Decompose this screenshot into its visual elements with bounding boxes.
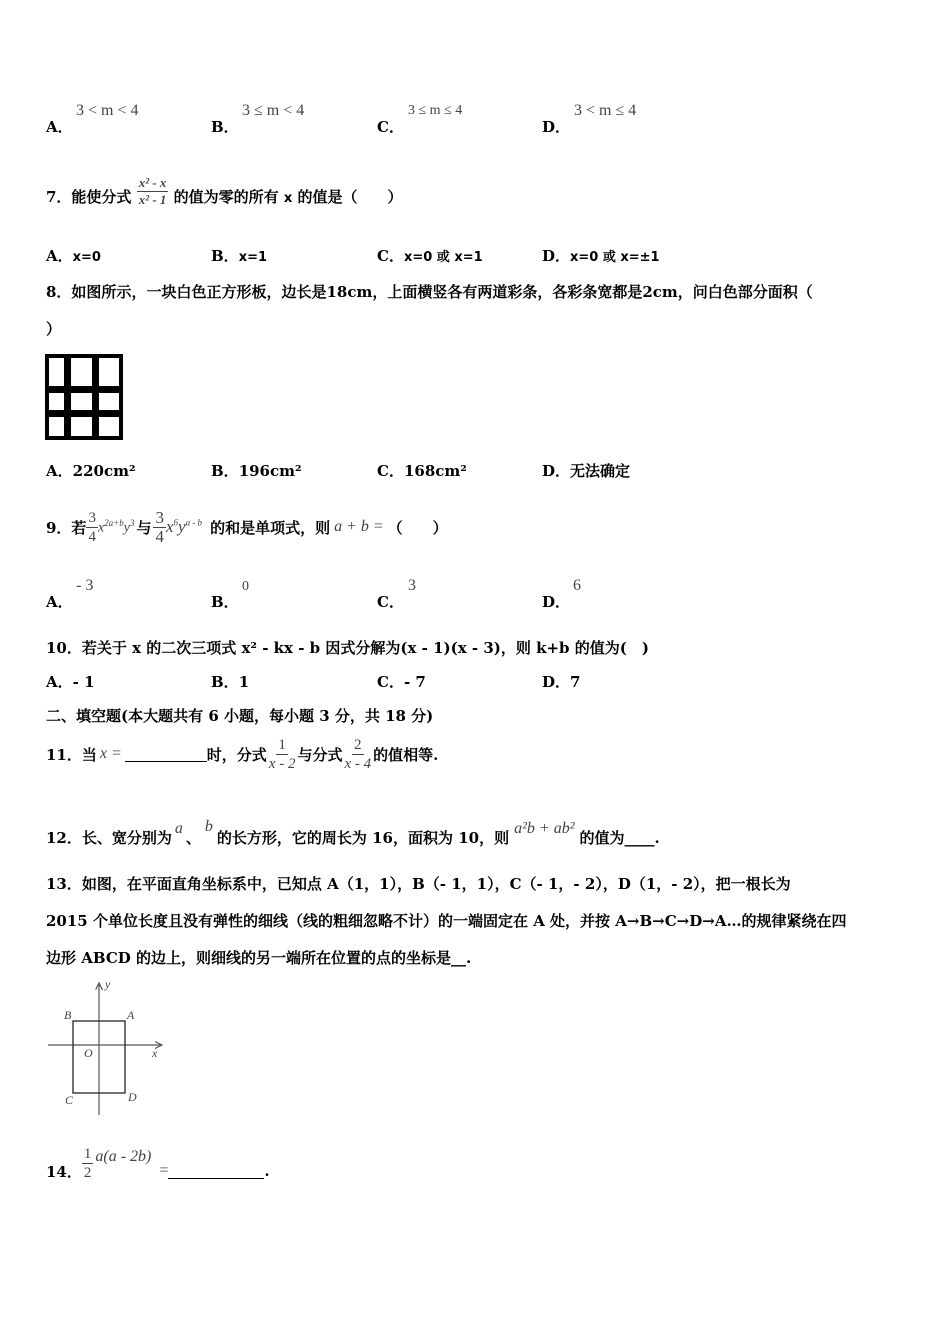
q11-fraction-2 bbox=[342, 736, 373, 773]
q12-stem bbox=[46, 818, 660, 848]
q7-tail: 的值为零的所有 bbox=[173, 188, 279, 206]
q14-f-den: 2 bbox=[83, 1164, 92, 1181]
q9-term1-coef-den: 4 bbox=[88, 528, 96, 545]
q9-option-d-label: D． bbox=[542, 593, 571, 611]
q11-prefix: 11．当 bbox=[46, 745, 97, 764]
q7-option-c-text: x=0 或 x=1 bbox=[403, 250, 483, 265]
q9-term2-var: x bbox=[165, 517, 174, 536]
q8-option-b-label: B． bbox=[211, 462, 239, 480]
q8-board-figure bbox=[45, 354, 123, 440]
q7-option-a-label: A． bbox=[46, 247, 73, 265]
q10-option-a-label: A． bbox=[46, 673, 73, 691]
q9-prefix: 9．若 bbox=[46, 518, 87, 537]
q8-option-a-label: A． bbox=[46, 462, 73, 480]
label-y: y bbox=[105, 977, 111, 991]
label-o: O bbox=[84, 1046, 93, 1060]
q12-mid: 的长方形，它的周长为 16，面积为 10，则 bbox=[216, 829, 510, 847]
q9-option-a-label: A． bbox=[46, 593, 73, 611]
q9-term1-exp: 2a+b bbox=[104, 517, 124, 528]
q6-option-c-expr: 3 ≤ m ≤ 4 bbox=[408, 103, 463, 118]
q9-term2-exp2: a - b bbox=[185, 517, 203, 528]
q10-option-b-label: B． bbox=[211, 673, 239, 691]
q9-expr: a + b = bbox=[334, 518, 384, 535]
q11-f1-num: 1 bbox=[278, 736, 286, 753]
q7-tail2: 的值是（ ） bbox=[297, 188, 403, 206]
q11-mid2: 与分式 bbox=[297, 745, 343, 764]
q10-option-a-text: - 1 bbox=[72, 673, 95, 691]
q7-fraction bbox=[137, 175, 169, 208]
label-d: D bbox=[128, 1090, 137, 1104]
vertical-strip-1 bbox=[64, 356, 71, 438]
q9-tail: 的和是单项式，则 bbox=[210, 518, 331, 537]
q9-term2 bbox=[166, 517, 202, 537]
q9-option-b-label: B． bbox=[211, 593, 239, 611]
q9-term2-exp: 6 bbox=[173, 517, 179, 528]
section-2-heading: 二、填空题(本大题共有 6 小题，每小题 3 分，共 18 分) bbox=[46, 707, 434, 725]
q10-option-c-label: C． bbox=[377, 673, 404, 691]
q8-stem-line2: ） bbox=[46, 320, 62, 338]
q9-term1-var: x bbox=[97, 520, 105, 536]
q14-stem bbox=[46, 1140, 270, 1186]
q8-option-c-label: C． bbox=[377, 462, 404, 480]
q10-stem: 10．若关于 x 的二次三项式 x² - kx - b 因式分解为(x - 1)(x - 3)，则 k+b 的值为( ) bbox=[46, 639, 649, 657]
q6-option-d-expr: 3 < m ≤ 4 bbox=[574, 102, 637, 119]
q7-option-a-text: x=0 bbox=[72, 250, 101, 265]
q7-stem bbox=[46, 174, 403, 208]
q10-option-d-text: 7 bbox=[570, 673, 581, 691]
q11-expr: x = bbox=[99, 745, 122, 762]
label-a: A bbox=[127, 1008, 135, 1022]
q13-coordinate-figure bbox=[44, 975, 174, 1117]
q8-option-d-text: 无法确定 bbox=[570, 462, 631, 480]
q6-option-d-label: D． bbox=[542, 118, 571, 136]
q9-term1-exp2: 3 bbox=[129, 517, 135, 528]
q8-stem-line1: 8．如图所示，一块白色正方形板，边长是18cm，上面横竖各有两道彩条，各彩条宽都是2cm，问白色部分面积（ bbox=[46, 283, 813, 301]
q9-term1-coef bbox=[86, 509, 98, 546]
q13-line1: 13．如图，在平面直角坐标系中，已知点 A（1，1），B（- 1，1），C（- 1，- 2），D（1，- 2），把一根长为 bbox=[46, 875, 791, 893]
q14-expr: a(a - 2b) bbox=[95, 1148, 152, 1165]
q7-option-b-text: x=1 bbox=[238, 250, 268, 265]
q7-var: x bbox=[283, 191, 293, 206]
q9-option-a-text: - 3 bbox=[76, 577, 94, 594]
q7-frac-den: x² - 1 bbox=[138, 191, 167, 207]
q11-mid: 时，分式 bbox=[206, 745, 267, 764]
q11-fraction-1 bbox=[267, 736, 298, 773]
q8-option-a-text: 220cm² bbox=[72, 462, 136, 480]
q11-f1-den: x - 2 bbox=[268, 755, 296, 772]
q12-sep: 、 bbox=[185, 829, 201, 847]
q11-tail: 的值相等. bbox=[373, 745, 439, 764]
q6-option-c-label: C． bbox=[377, 118, 404, 136]
q12-prefix: 12．长、宽分别为 bbox=[46, 829, 172, 847]
q8-option-b-text: 196cm² bbox=[238, 462, 302, 480]
q6-option-a-expr: 3 < m < 4 bbox=[76, 102, 139, 119]
q11-f2-den: x - 4 bbox=[344, 755, 372, 772]
q14-fraction bbox=[82, 1145, 94, 1182]
q9-term2-var2: y bbox=[178, 517, 186, 536]
q12-var-a: a bbox=[174, 820, 183, 837]
q10-option-b-text: 1 bbox=[238, 673, 250, 691]
horizontal-strip-1 bbox=[47, 386, 121, 393]
board-outline bbox=[47, 356, 121, 438]
q9-option-b-text: 0 bbox=[242, 579, 249, 594]
q9-option-d-text: 6 bbox=[573, 577, 581, 594]
q12-tail: 的值为____. bbox=[579, 829, 660, 847]
q8-option-d-label: D． bbox=[542, 462, 571, 480]
q8-option-c-text: 168cm² bbox=[403, 462, 467, 480]
q9-term2-coef bbox=[153, 509, 166, 546]
q12-expr: a²b + ab² bbox=[514, 820, 575, 837]
q9-term1 bbox=[98, 518, 135, 537]
q9-mid: 与 bbox=[136, 518, 152, 537]
q10-option-c-text: - 7 bbox=[403, 673, 426, 691]
q11-f2-num: 2 bbox=[354, 736, 362, 753]
q9-term2-coef-num: 3 bbox=[155, 507, 164, 527]
label-x: x bbox=[152, 1046, 158, 1060]
q9-option-c-label: C． bbox=[377, 593, 404, 611]
q9-term2-coef-den: 4 bbox=[155, 526, 164, 546]
q9-term1-var2: y bbox=[123, 520, 130, 536]
q6-option-b-expr: 3 ≤ m < 4 bbox=[242, 102, 305, 119]
q7-frac-num: x² - x bbox=[138, 174, 167, 190]
q13-line2: 2015 个单位长度且没有弹性的细线（线的粗细忽略不计）的一端固定在 A 处，并按 A→B→C→D→A…的规律紧绕在四 bbox=[46, 912, 847, 930]
q13-line3: 边形 ABCD 的边上，则细线的另一端所在位置的点的坐标是__. bbox=[46, 949, 472, 967]
q7-option-d-text: x=0 或 x=±1 bbox=[570, 250, 660, 265]
q14-eq: = bbox=[159, 1162, 169, 1179]
label-c: C bbox=[65, 1093, 74, 1107]
q10-option-d-label: D． bbox=[542, 673, 571, 691]
q9-end: （ ） bbox=[387, 518, 448, 537]
q7-option-c-label: C． bbox=[377, 247, 404, 265]
q14-answer-blank[interactable] bbox=[168, 1164, 264, 1179]
q11-stem bbox=[46, 731, 438, 777]
q14-prefix: 14． bbox=[46, 1162, 82, 1181]
horizontal-strip-2 bbox=[47, 410, 121, 417]
q14-tail: . bbox=[264, 1162, 270, 1180]
q12-var-b: b bbox=[204, 818, 213, 835]
q14-f-num: 1 bbox=[83, 1145, 92, 1162]
q9-term1-coef-num: 3 bbox=[88, 509, 96, 526]
q11-answer-blank[interactable] bbox=[125, 747, 207, 762]
q7-prefix: 7．能使分式 bbox=[46, 188, 132, 206]
q9-option-c-text: 3 bbox=[408, 577, 416, 594]
label-b: B bbox=[64, 1008, 72, 1022]
q6-option-b-label: B． bbox=[211, 118, 239, 136]
vertical-strip-2 bbox=[92, 356, 99, 438]
q9-stem bbox=[46, 506, 448, 548]
q7-option-b-label: B． bbox=[211, 247, 239, 265]
q7-option-d-label: D． bbox=[542, 247, 571, 265]
q6-option-a-label: A． bbox=[46, 118, 73, 136]
